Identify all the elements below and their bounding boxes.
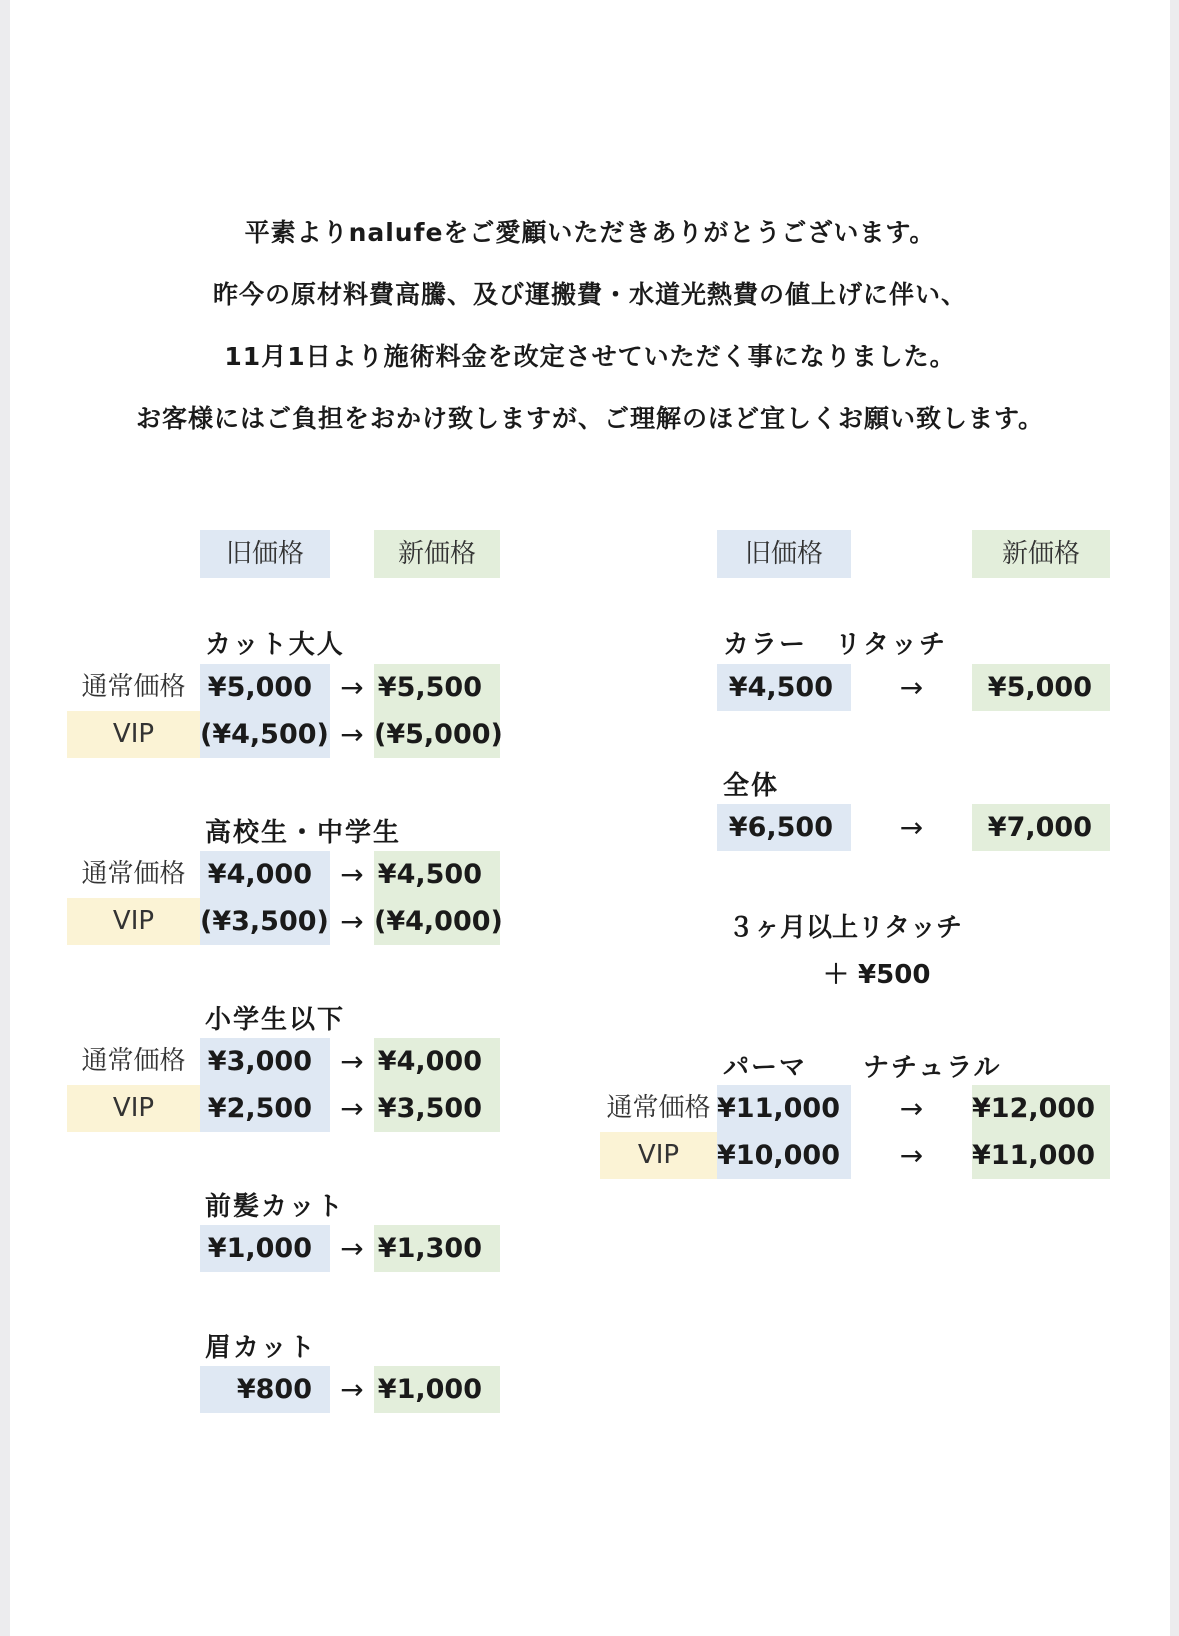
- arrow-icon: →: [340, 1045, 364, 1078]
- color-retouch-old: ¥4,500: [717, 664, 851, 711]
- student-normal-new: ¥4,500: [374, 851, 500, 898]
- service-student: 高校生・中学生: [205, 818, 402, 848]
- arrow-icon: →: [899, 811, 924, 844]
- normal-price-label: 通常価格: [81, 672, 186, 702]
- cut-adult-normal-old: ¥5,000: [200, 664, 330, 711]
- intro-line-3: 11月1日より施術料金を改定させていただく事になりました。: [224, 342, 956, 371]
- service-perm-natural: パーマ ナチュラル: [723, 1053, 1002, 1083]
- brow-old: ¥800: [200, 1366, 330, 1413]
- vip-label: VIP: [67, 898, 200, 945]
- service-brow-cut: 眉カット: [205, 1333, 317, 1363]
- arrow-icon: →: [899, 671, 924, 704]
- color-full-new: ¥7,000: [972, 804, 1110, 851]
- arrow-icon: →: [899, 1139, 924, 1172]
- normal-price-label: 通常価格: [606, 1093, 711, 1123]
- service-color-full: 全体: [723, 771, 780, 801]
- left-old-price-header: 旧価格: [200, 530, 330, 578]
- service-color-retouch: カラー リタッチ: [723, 630, 948, 660]
- brow-new: ¥1,000: [374, 1366, 500, 1413]
- perm-normal-old: ¥11,000: [717, 1085, 851, 1132]
- right-old-price-header: 旧価格: [717, 530, 851, 578]
- color-retouch-new: ¥5,000: [972, 664, 1110, 711]
- left-new-price-header: 新価格: [374, 530, 500, 578]
- arrow-icon: →: [340, 1092, 364, 1125]
- arrow-icon: →: [340, 858, 364, 891]
- student-vip-old: (¥3,500): [200, 898, 330, 945]
- right-new-price-header: 新価格: [972, 530, 1110, 578]
- vip-label: VIP: [600, 1132, 717, 1179]
- student-normal-old: ¥4,000: [200, 851, 330, 898]
- child-normal-old: ¥3,000: [200, 1038, 330, 1085]
- cut-adult-normal-new: ¥5,500: [374, 664, 500, 711]
- price-notice-page: [10, 0, 1170, 1636]
- intro-line-4: お客様にはご負担をおかけ致しますが、ご理解のほど宜しくお願い致します。: [135, 404, 1044, 433]
- service-bangs-cut: 前髪カット: [205, 1192, 345, 1222]
- arrow-icon: →: [340, 1373, 364, 1406]
- vip-label: VIP: [67, 1085, 200, 1132]
- cut-adult-vip-new: (¥5,000): [374, 711, 500, 758]
- child-vip-old: ¥2,500: [200, 1085, 330, 1132]
- intro-line-2: 昨今の原材料費高騰、及び運搬費・水道光熱費の値上げに伴い、: [212, 280, 967, 309]
- perm-normal-new: ¥12,000: [972, 1085, 1110, 1132]
- arrow-icon: →: [340, 718, 364, 751]
- service-cut-adult: カット大人: [205, 630, 345, 660]
- intro-line-1: 平素よりnalufeをご愛顧いただきありがとうございます。: [244, 218, 936, 247]
- arrow-icon: →: [340, 1232, 364, 1265]
- bangs-old: ¥1,000: [200, 1225, 330, 1272]
- retouch-surcharge-note: ３ヶ月以上リタッチ: [728, 913, 963, 943]
- service-child: 小学生以下: [205, 1005, 346, 1035]
- color-full-old: ¥6,500: [717, 804, 851, 851]
- child-vip-new: ¥3,500: [374, 1085, 500, 1132]
- student-vip-new: (¥4,000): [374, 898, 500, 945]
- normal-price-label: 通常価格: [81, 859, 186, 889]
- arrow-icon: →: [899, 1092, 924, 1125]
- child-normal-new: ¥4,000: [374, 1038, 500, 1085]
- normal-price-label: 通常価格: [81, 1046, 186, 1076]
- vip-label: VIP: [67, 711, 200, 758]
- bangs-new: ¥1,300: [374, 1225, 500, 1272]
- retouch-surcharge-amount: ＋ ¥500: [823, 960, 931, 990]
- arrow-icon: →: [340, 905, 364, 938]
- perm-vip-old: ¥10,000: [717, 1132, 851, 1179]
- cut-adult-vip-old: (¥4,500): [200, 711, 330, 758]
- arrow-icon: →: [340, 671, 364, 704]
- perm-vip-new: ¥11,000: [972, 1132, 1110, 1179]
